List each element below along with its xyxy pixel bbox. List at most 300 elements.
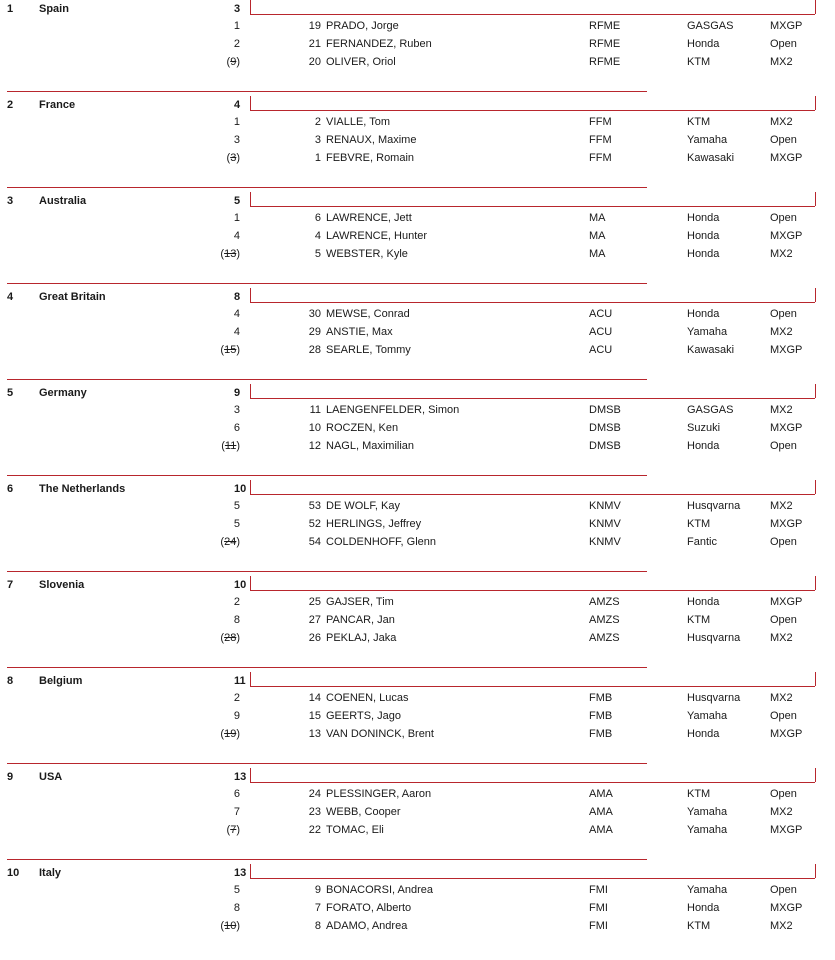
rider-class: MX2 [770,692,793,704]
team-block [0,768,835,864]
rider-name: LAENGENFELDER, Simon [326,404,460,416]
team-name: The Netherlands [39,483,126,495]
rider-number: 10 [308,422,321,434]
rider-number: 5 [314,248,321,260]
rider-result: 5 [233,518,240,530]
rider-brand: Honda [687,248,720,260]
rider-brand: Husqvarna [687,500,741,512]
rider-number: 14 [308,692,321,704]
header-rule-right-tick [815,192,816,206]
header-rule [250,782,815,783]
rider-name: PEKLAJ, Jaka [326,632,397,644]
rider-federation: FMB [589,710,613,722]
rider-class: MXGP [770,596,803,608]
rider-number: 20 [308,56,321,68]
rider-name: PLESSINGER, Aaron [326,788,432,800]
rider-class: MX2 [770,326,793,338]
rider-row [0,518,835,536]
open-paren-glyph: ( [226,152,231,164]
close-paren-glyph: ) [236,728,240,740]
dropped-result-value: 28 [224,632,237,644]
rider-row [0,596,835,614]
rider-name: RENAUX, Maxime [326,134,417,146]
rider-result: 1 [233,212,240,224]
rider-brand: Suzuki [687,422,721,434]
rider-federation: AMZS [589,614,620,626]
rider-federation: RFME [589,20,621,32]
rider-federation: AMA [589,806,613,818]
rider-class: MX2 [770,116,793,128]
team-points: 13 [234,771,247,783]
header-rule-right-tick [815,0,816,14]
rider-name: ANSTIE, Max [326,326,393,338]
rider-class: Open [770,212,797,224]
rider-row [0,710,835,728]
header-rule-right-tick [815,384,816,398]
rider-result: 1 [233,116,240,128]
rider-number: 24 [308,788,321,800]
rider-class: MX2 [770,806,793,818]
rider-brand: Honda [687,728,720,740]
team-position: 7 [7,579,14,591]
rider-number: 11 [309,404,321,416]
rider-row [0,116,835,134]
rider-number: 1 [314,152,321,164]
rider-federation: MA [589,230,606,242]
rider-name: FEBVRE, Romain [326,152,415,164]
open-paren-glyph: ( [220,728,225,740]
team-points: 10 [234,483,247,495]
rider-row [0,884,835,902]
rider-class: MX2 [770,500,793,512]
open-paren-glyph: ( [221,440,225,452]
rider-name: PRADO, Jorge [326,20,399,32]
rider-row [0,806,835,824]
header-rule [250,14,815,15]
rider-brand: Yamaha [687,884,728,896]
rider-number: 27 [308,614,321,626]
rider-federation: KNMV [589,500,621,512]
rider-federation: ACU [589,326,613,338]
rider-class: MXGP [770,152,803,164]
rider-class: Open [770,614,797,626]
rider-brand: KTM [687,920,711,932]
rider-row [0,152,835,170]
rider-brand: Honda [687,440,720,452]
dropped-result-value: 7 [230,824,237,836]
team-name: Italy [39,867,62,879]
rider-row [0,614,835,632]
rider-row [0,728,835,746]
header-rule [250,878,815,879]
rider-number: 12 [308,440,321,452]
close-paren-glyph: ) [236,440,240,452]
rider-name: TOMAC, Eli [326,824,384,836]
rider-brand: KTM [687,116,711,128]
rider-result: 4 [233,308,240,320]
team-separator [7,571,647,572]
team-separator [7,379,647,380]
team-points: 10 [234,579,247,591]
rider-brand: Yamaha [687,326,728,338]
team-points: 4 [234,99,241,111]
rider-row [0,56,835,74]
rider-number: 4 [314,230,321,242]
rider-name: GEERTS, Jago [326,710,401,722]
rider-result [220,344,240,356]
rider-result: 2 [233,38,240,50]
header-rule-left-tick [250,288,251,302]
rider-name: PANCAR, Jan [326,614,395,626]
rider-row [0,134,835,152]
rider-name: ADAMO, Andrea [326,920,408,932]
rider-class: Open [770,308,797,320]
dropped-result-value: 9 [230,56,237,68]
rider-result: 5 [233,884,240,896]
rider-number: 8 [314,920,321,932]
rider-brand: Honda [687,230,720,242]
rider-federation: FFM [589,134,612,146]
close-paren-glyph: ) [236,56,240,68]
dropped-result-value: 19 [224,728,237,740]
rider-federation: KNMV [589,518,621,530]
rider-number: 53 [308,500,321,512]
rider-name: FERNANDEZ, Ruben [326,38,432,50]
rider-name: COENEN, Lucas [326,692,409,704]
rider-class: MX2 [770,404,793,416]
rider-name: DE WOLF, Kay [326,500,400,512]
team-separator [7,859,647,860]
rider-brand: Yamaha [687,806,728,818]
dropped-result-value: 11 [224,440,237,452]
team-block [0,480,835,576]
team-separator [7,763,647,764]
rider-brand: Honda [687,308,720,320]
rider-row [0,536,835,554]
rider-class: MXGP [770,20,803,32]
rider-federation: MA [589,212,606,224]
team-separator [7,91,647,92]
rider-class: MXGP [770,728,803,740]
dropped-result-value: 13 [224,248,237,260]
rider-number: 22 [308,824,321,836]
team-position: 10 [7,867,20,879]
team-name: Slovenia [39,579,85,591]
rider-federation: DMSB [589,440,621,452]
rider-federation: AMA [589,788,613,800]
rider-name: GAJSER, Tim [326,596,394,608]
rider-brand: KTM [687,518,711,530]
close-paren-glyph: ) [236,536,240,548]
rider-result: 6 [233,422,240,434]
team-position: 1 [7,3,14,15]
rider-federation: RFME [589,38,621,50]
rider-row [0,692,835,710]
header-rule-left-tick [250,384,251,398]
rider-federation: AMA [589,824,613,836]
header-rule-left-tick [250,768,251,782]
rider-row [0,344,835,362]
header-rule-left-tick [250,576,251,590]
rider-class: MX2 [770,248,793,260]
header-rule-left-tick [250,480,251,494]
header-rule-right-tick [815,768,816,782]
team-separator [7,667,647,668]
close-paren-glyph: ) [236,824,240,836]
rider-number: 2 [314,116,321,128]
rider-class: Open [770,440,797,452]
rider-federation: FMI [589,920,608,932]
rider-federation: FMI [589,902,608,914]
rider-brand: KTM [687,614,711,626]
header-rule-right-tick [815,576,816,590]
rider-brand: Honda [687,38,720,50]
team-name: Great Britain [39,291,106,303]
rider-row [0,920,835,938]
rider-federation: KNMV [589,536,621,548]
rider-row [0,326,835,344]
rider-federation: FMB [589,692,613,704]
rider-brand: Husqvarna [687,692,741,704]
rider-name: LAWRENCE, Hunter [326,230,428,242]
rider-brand: GASGAS [687,404,734,416]
rider-class: Open [770,788,797,800]
team-block [0,96,835,192]
rider-federation: DMSB [589,422,621,434]
rider-federation: AMZS [589,596,620,608]
rider-name: FORATO, Alberto [326,902,412,914]
team-name: USA [39,771,63,783]
team-block [0,288,835,384]
rider-brand: GASGAS [687,20,734,32]
open-paren-glyph: ( [220,536,225,548]
rider-name: SEARLE, Tommy [326,344,411,356]
rider-result [227,56,240,68]
team-block [0,672,835,768]
rider-row [0,788,835,806]
open-paren-glyph: ( [226,56,231,68]
rider-result [220,632,240,644]
header-rule [250,494,815,495]
team-position: 2 [7,99,14,111]
rider-name: BONACORSI, Andrea [326,884,433,896]
rider-brand: KTM [687,56,711,68]
rider-class: MX2 [770,632,793,644]
rider-number: 26 [308,632,321,644]
open-paren-glyph: ( [226,824,231,836]
open-paren-glyph: ( [220,632,225,644]
rider-result [220,248,240,260]
header-rule [250,110,815,111]
team-separator [7,187,647,188]
rider-name: NAGL, Maximilian [326,440,415,452]
rider-class: MXGP [770,344,803,356]
rider-row [0,632,835,650]
rider-result: 3 [233,404,240,416]
close-paren-glyph: ) [236,632,240,644]
dropped-result-value: 3 [230,152,237,164]
rider-result [227,152,240,164]
rider-result: 1 [233,20,240,32]
rider-result [220,920,240,932]
rider-class: MXGP [770,902,803,914]
rider-federation: FMI [589,884,608,896]
close-paren-glyph: ) [236,920,240,932]
rider-row [0,248,835,266]
rider-federation: RFME [589,56,621,68]
rider-number: 7 [314,902,321,914]
open-paren-glyph: ( [220,344,225,356]
rider-name: LAWRENCE, Jett [326,212,412,224]
dropped-result-value: 10 [224,920,237,932]
dropped-result-value: 15 [224,344,237,356]
header-rule [250,398,815,399]
rider-row [0,824,835,842]
rider-result: 2 [233,692,240,704]
rider-brand: KTM [687,788,711,800]
rider-brand: Kawasaki [687,344,735,356]
header-rule [250,590,815,591]
header-rule [250,302,815,303]
rider-brand: Yamaha [687,134,728,146]
rider-brand: Yamaha [687,710,728,722]
team-separator [7,283,647,284]
rider-brand: Yamaha [687,824,728,836]
rider-row [0,422,835,440]
team-block [0,384,835,480]
team-position: 6 [7,483,14,495]
rider-number: 15 [308,710,321,722]
rider-federation: MA [589,248,606,260]
team-name: Belgium [39,675,83,687]
header-rule-right-tick [815,288,816,302]
team-points: 11 [234,675,246,687]
team-points: 3 [234,3,241,15]
team-name: Australia [39,195,87,207]
team-name: Germany [39,387,87,399]
team-position: 3 [7,195,14,207]
header-rule-left-tick [250,672,251,686]
rider-result: 6 [233,788,240,800]
rider-result: 8 [233,614,240,626]
rider-name: WEBB, Cooper [326,806,401,818]
header-rule-right-tick [815,672,816,686]
rider-row [0,308,835,326]
rider-class: Open [770,884,797,896]
team-position: 5 [7,387,14,399]
close-paren-glyph: ) [236,248,240,260]
team-points: 8 [234,291,241,303]
close-paren-glyph: ) [236,344,240,356]
rider-name: COLDENHOFF, Glenn [326,536,437,548]
rider-number: 52 [308,518,321,530]
rider-name: ROCZEN, Ken [326,422,399,434]
rider-federation: DMSB [589,404,621,416]
header-rule [250,686,815,687]
rider-row [0,902,835,920]
rider-number: 9 [314,884,321,896]
rider-row [0,230,835,248]
header-rule-left-tick [250,0,251,14]
close-paren-glyph: ) [236,152,240,164]
rider-result: 8 [233,902,240,914]
rider-number: 21 [308,38,321,50]
rider-federation: FMB [589,728,613,740]
rider-row [0,20,835,38]
team-separator [7,475,647,476]
team-position: 8 [7,675,14,687]
rider-number: 19 [308,20,321,32]
rider-class: MX2 [770,920,793,932]
header-rule-left-tick [250,192,251,206]
team-points: 5 [234,195,241,207]
team-position: 4 [7,291,14,303]
rider-name: WEBSTER, Kyle [326,248,408,260]
rider-number: 6 [314,212,321,224]
header-rule-right-tick [815,864,816,878]
rider-result [221,440,240,452]
rider-result: 2 [233,596,240,608]
rider-number: 25 [308,596,321,608]
rider-federation: FFM [589,152,612,164]
team-block [0,0,835,96]
rider-result [220,728,240,740]
rider-federation: AMZS [589,632,620,644]
rider-brand: Honda [687,902,720,914]
rider-number: 13 [308,728,321,740]
rider-result: 3 [233,134,240,146]
rider-class: MXGP [770,422,803,434]
rider-row [0,500,835,518]
rider-result: 4 [233,230,240,242]
rider-row [0,212,835,230]
rider-number: 3 [314,134,321,146]
header-rule-right-tick [815,480,816,494]
rider-number: 23 [308,806,321,818]
rider-row [0,404,835,422]
rider-result [227,824,240,836]
rider-brand: Honda [687,596,720,608]
rider-federation: ACU [589,344,613,356]
header-rule [250,206,815,207]
team-position: 9 [7,771,14,783]
rider-row [0,440,835,458]
rider-result: 7 [233,806,240,818]
rider-number: 28 [308,344,321,356]
rider-brand: Husqvarna [687,632,741,644]
rider-name: HERLINGS, Jeffrey [326,518,422,530]
rider-number: 30 [308,308,321,320]
team-block [0,864,835,960]
rider-brand: Honda [687,212,720,224]
dropped-result-value: 24 [224,536,237,548]
rider-name: MEWSE, Conrad [326,308,410,320]
rider-class: Open [770,536,797,548]
rider-name: OLIVER, Oriol [326,56,396,68]
rider-class: MXGP [770,230,803,242]
rider-result [220,536,240,548]
rider-result: 4 [233,326,240,338]
header-rule-left-tick [250,864,251,878]
rider-federation: ACU [589,308,613,320]
rider-brand: Fantic [687,536,717,548]
team-block [0,576,835,672]
rider-result: 5 [233,500,240,512]
rider-name: VAN DONINCK, Brent [326,728,434,740]
team-name: France [39,99,76,111]
rider-row [0,38,835,56]
rider-federation: FFM [589,116,612,128]
